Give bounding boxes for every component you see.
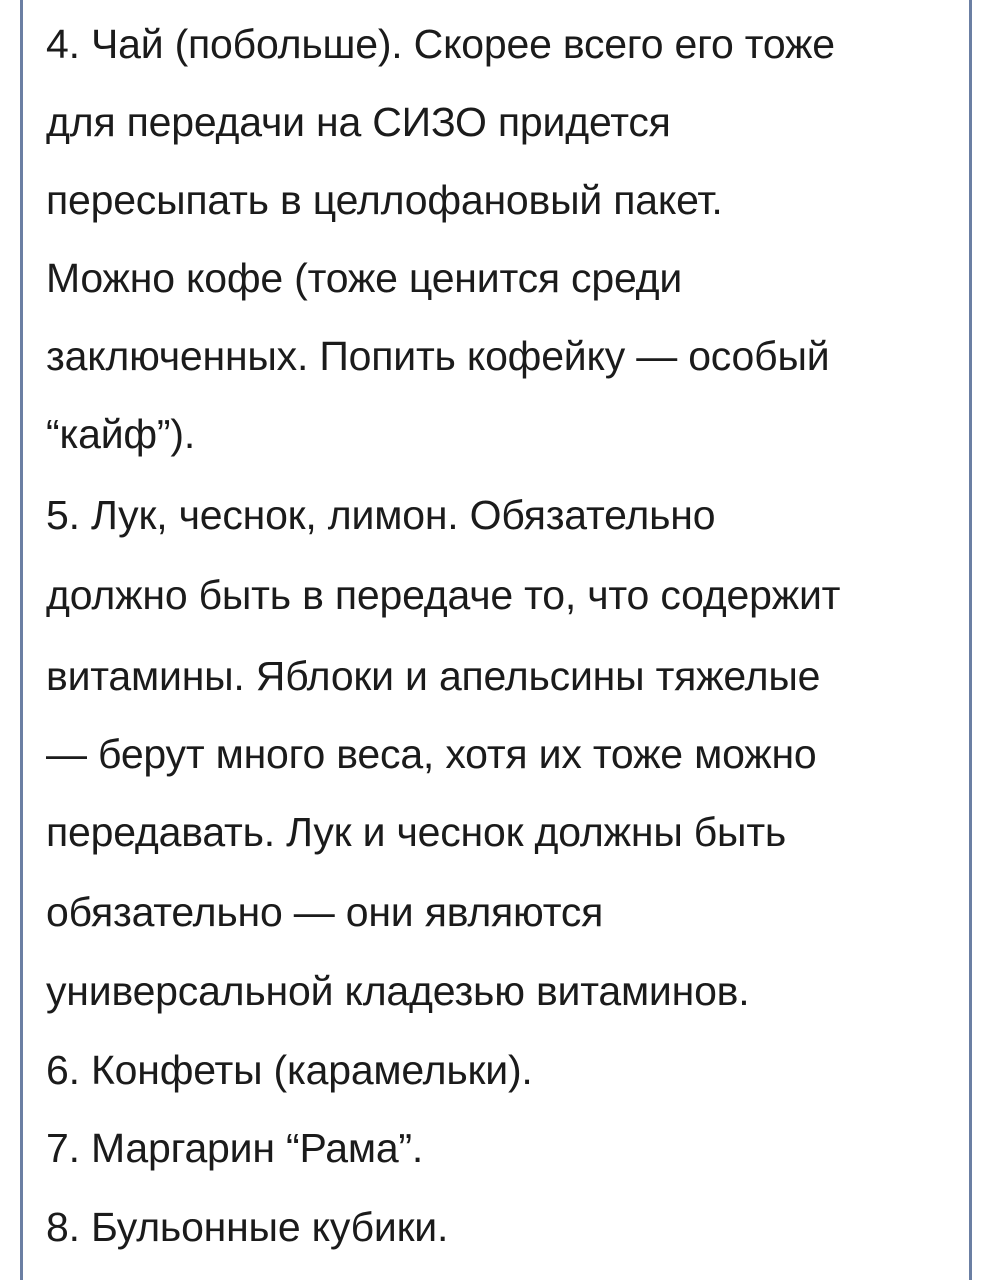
text-line: 8. Бульонные кубики. <box>46 1204 449 1250</box>
text-line: пересыпать в целлофановый пакет. <box>46 177 723 223</box>
text-line: 6. Конфеты (карамельки). <box>46 1047 533 1093</box>
text-line: 7. Маргарин “Рама”. <box>46 1125 424 1171</box>
text-line: должно быть в передаче то, что содержит <box>46 572 841 618</box>
text-line: 4. Чай (побольше). Скорее всего его тоже <box>46 21 835 67</box>
text-line: для передачи на СИЗО придется <box>46 99 671 145</box>
right-border <box>969 0 972 1280</box>
text-line: 5. Лук, чеснок, лимон. Обязательно <box>46 492 716 538</box>
text-line: “кайф”). <box>46 411 196 457</box>
text-line: обязательно — они являются <box>46 889 604 935</box>
text-line: Можно кофе (тоже ценится среди <box>46 255 683 301</box>
text-line: заключенных. Попить кофейку — особый <box>46 333 830 379</box>
text-line: передавать. Лук и чеснок должны быть <box>46 809 787 855</box>
text-line: универсальной кладезью витаминов. <box>46 968 750 1014</box>
text-line: витамины. Яблоки и апельсины тяжелые <box>46 653 821 699</box>
left-border <box>20 0 23 1280</box>
text-line: — берут много веса, хотя их тоже можно <box>46 731 817 777</box>
